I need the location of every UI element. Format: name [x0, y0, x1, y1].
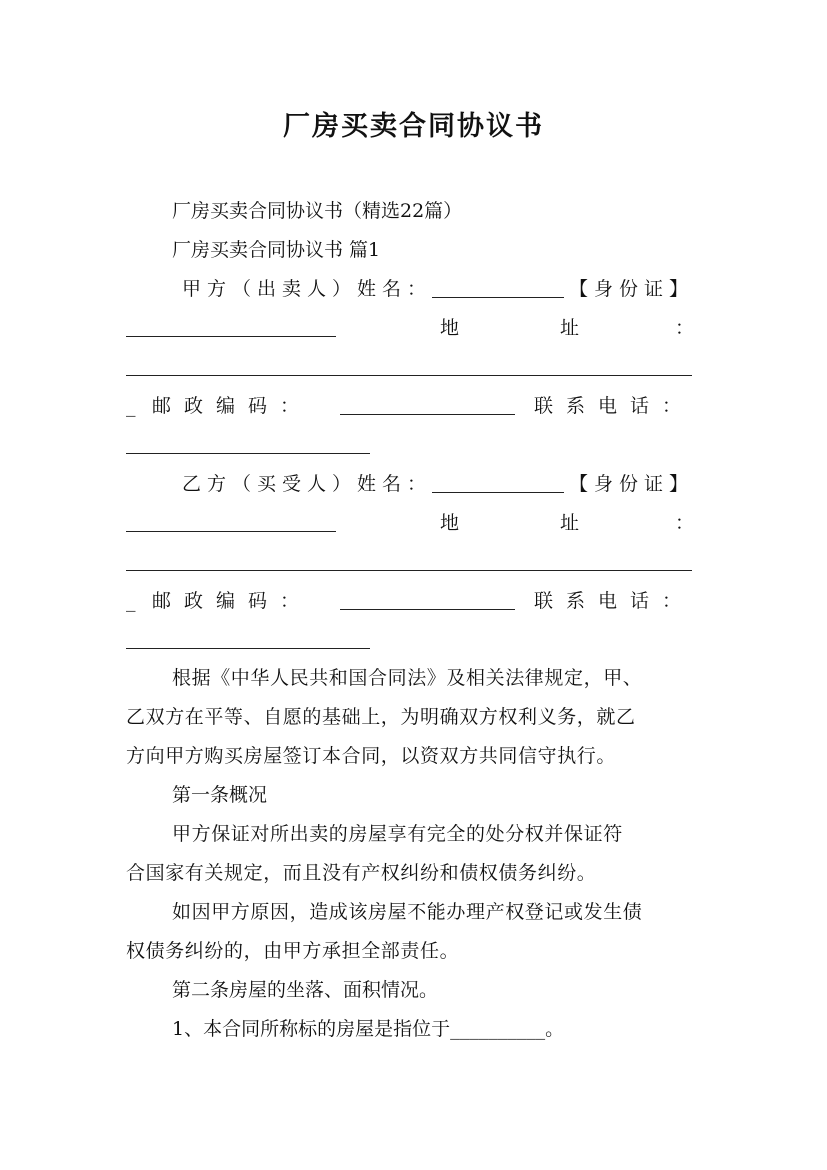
party-b-postcode-blank[interactable]	[340, 609, 515, 610]
party-a-postcode-blank[interactable]	[340, 414, 515, 415]
party-a-name-blank[interactable]	[432, 297, 564, 298]
paragraph-1-line-3: 方向甲方购买房屋签订本合同，以资双方共同信守执行。	[126, 745, 617, 767]
party-a-address-blank[interactable]	[126, 375, 692, 376]
party-a-name-label: 甲方（出卖人）姓名：	[182, 278, 433, 300]
party-a-phone-label: 联系电话：	[533, 395, 694, 417]
party-a-postcode-label: 邮政编码：	[152, 395, 313, 417]
party-a-name-line	[182, 276, 694, 302]
party-b-phone-label: 联系电话：	[533, 590, 694, 612]
party-a-address-colon: ：	[674, 317, 694, 339]
paragraph-3-line-1: 如因甲方原因，造成该房屋不能办理产权登记或发生债	[172, 901, 643, 923]
party-b-name-line	[182, 471, 694, 497]
party-a-phone-blank[interactable]	[126, 453, 370, 454]
party-b-address-colon: ：	[674, 512, 694, 534]
party-b-name-label: 乙方（买受人）姓名：	[182, 473, 433, 495]
party-b-address-char1: 地	[440, 512, 460, 534]
party-b-postcode-prefix: _	[126, 590, 136, 612]
article-heading: 厂房买卖合同协议书 篇1	[172, 239, 381, 261]
paragraph-2-line-2: 合国家有关规定，而且没有产权纠纷和债权债务纠纷。	[126, 862, 597, 884]
party-b-id-label: 【身份证】	[568, 473, 694, 495]
party-b-address-char2: 址	[560, 512, 580, 534]
party-a-id-blank[interactable]	[126, 336, 336, 337]
party-a-address-char1: 地	[440, 317, 460, 339]
section-heading-1: 第一条概况	[172, 784, 268, 806]
party-b-id-blank[interactable]	[126, 531, 336, 532]
party-a-postcode-prefix: _	[126, 395, 136, 417]
paragraph-4: 1、本合同所称标的房屋是指位于__________。	[172, 1018, 565, 1040]
section-heading-2: 第二条房屋的坐落、面积情况。	[172, 979, 439, 1001]
paragraph-1-line-2: 乙双方在平等、自愿的基础上，为明确双方权利义务，就乙	[126, 706, 636, 728]
party-b-name-blank[interactable]	[432, 492, 564, 493]
party-b-phone-blank[interactable]	[126, 648, 370, 649]
party-a-address-char2: 址	[560, 317, 580, 339]
document-title: 厂房买卖合同协议书	[283, 111, 544, 142]
paragraph-2-line-1: 甲方保证对所出卖的房屋享有完全的处分权并保证符	[172, 823, 623, 845]
party-b-postcode-label: 邮政编码：	[152, 590, 313, 612]
paragraph-1-line-1: 根据《中华人民共和国合同法》及相关法律规定，甲、	[172, 667, 643, 689]
party-b-address-blank[interactable]	[126, 570, 692, 571]
party-a-id-label: 【身份证】	[568, 278, 694, 300]
subtitle: 厂房买卖合同协议书（精选22篇）	[172, 200, 463, 222]
paragraph-3-line-2: 权债务纠纷的，由甲方承担全部责任。	[126, 940, 460, 962]
